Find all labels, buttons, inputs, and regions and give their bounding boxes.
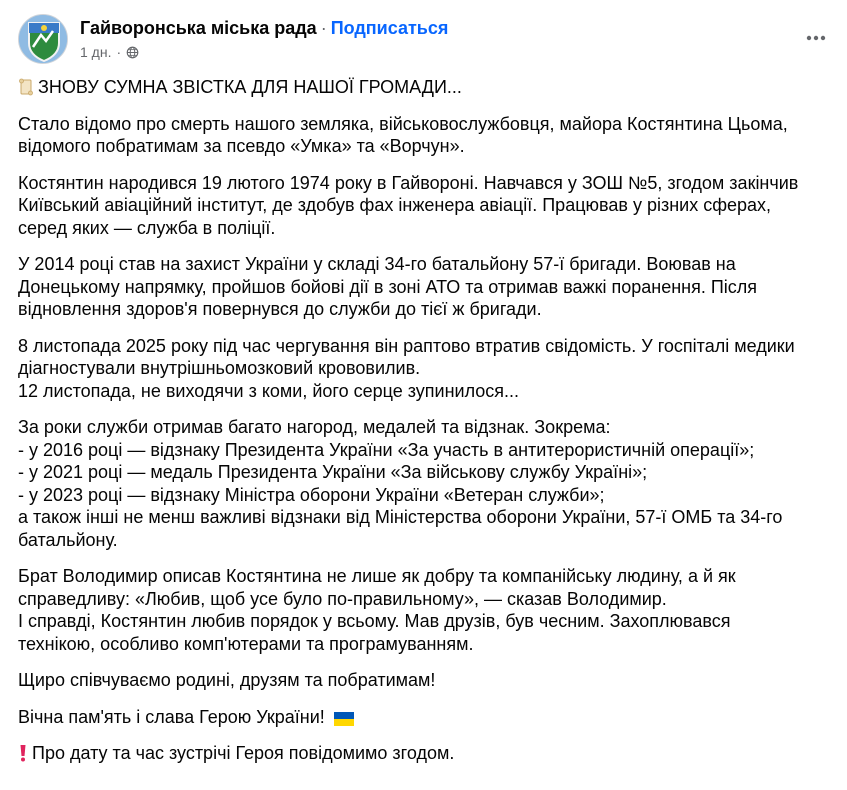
post-paragraph — [18, 669, 830, 692]
final-line — [18, 742, 830, 765]
paragraph-line: серед яких — служба в поліції. — [18, 217, 276, 238]
ukraine-flag-icon — [334, 712, 354, 726]
heading-text: ЗНОВУ СУМНА ЗВІСТКА ДЛЯ НАШОЇ ГРОМАДИ... — [38, 77, 462, 97]
paragraph-line: справедливу: «Любив, щоб усе було по-правильному», — сказав Володимир. — [18, 588, 667, 609]
globe-icon[interactable] — [126, 46, 139, 59]
post-paragraph — [18, 335, 830, 403]
paragraph-line: Щиро співчуваємо родині, друзям та побратимам! — [18, 670, 436, 690]
paragraph-line: Київський авіаційний інститут, де здобув фах інженера авіації. Працював у різних сферах, — [18, 195, 772, 215]
paragraph-line: Костянтин народився 19 лютого 1974 року в Гайвороні. Навчався у ЗОШ №5, згодом закінчив — [18, 172, 799, 193]
memory-text: Вічна пам'ять і слава Герою України! — [18, 706, 325, 727]
paragraph-line: 8 листопада 2025 року під час чергування він раптово втратив свідомість. У госпіталі медики — [18, 335, 795, 356]
post-timestamp[interactable]: 1 дн. — [80, 44, 112, 60]
paragraph-line: батальйону. — [18, 529, 118, 550]
page-avatar[interactable] — [18, 14, 68, 64]
author-separator: · — [320, 18, 327, 38]
post-header — [18, 14, 830, 64]
paragraph-line: Брат Володимир описав Костянтина не лише як добру та компанійську людину, а й як — [18, 566, 736, 586]
follow-button[interactable]: Подписаться — [330, 18, 449, 38]
post-paragraphs — [18, 113, 830, 692]
post-paragraph — [18, 113, 830, 158]
paragraph-line: - у 2023 році — відзнаку Міністра оборони України «Ветеран служби»; — [18, 484, 605, 505]
paragraph-line: відомого побратимам за псевдо «Умка» та «Ворчун». — [18, 136, 465, 156]
post-paragraph — [18, 565, 830, 655]
coat-of-arms-icon — [19, 15, 68, 64]
author-name[interactable]: Гайворонська міська рада — [80, 18, 317, 38]
paragraph-line: технікою, особливо комп'ютерами та програмуванням. — [18, 633, 474, 654]
paragraph-line: а також інші не менш важливі відзнаки від Міністерства оборони України, 57-ї ОМБ та 34-го — [18, 507, 783, 527]
post-paragraph — [18, 416, 830, 551]
meta-separator: · — [116, 44, 122, 60]
paragraph-line: Донецькому напрямку, пройшов бойові дії в зоні АТО та отримав важкі поранення. Після — [18, 276, 758, 297]
paragraph-line: відновлення здоров'я повернувся до служби до тієї ж бригади. — [18, 299, 542, 319]
paragraph-line: У 2014 році став на захист України у складі 34-го батальйону 57-ї бригади. Воював на — [18, 254, 736, 274]
exclamation-icon — [18, 744, 28, 762]
paragraph-line: 12 листопада, не виходячи з коми, його серце зупинилося... — [18, 380, 520, 401]
scroll-icon — [18, 78, 34, 96]
paragraph-line: Стало відомо про смерть нашого земляка, військовослужбовця, майора Костянтина Цьома, — [18, 113, 788, 134]
post-content — [18, 76, 830, 779]
post-paragraph — [18, 172, 830, 240]
post-meta — [80, 44, 139, 60]
post-heading — [18, 76, 830, 99]
author-line — [80, 18, 448, 39]
paragraph-line: - у 2021 році — медаль Президента України «За військову службу Україні»; — [18, 462, 648, 482]
memory-line — [18, 706, 830, 729]
paragraph-line: діагностували внутрішньомозковий крововилив. — [18, 358, 421, 378]
more-dots-icon — [806, 35, 826, 41]
paragraph-line: За роки служби отримав багато нагород, медалей та відзнак. Зокрема: — [18, 417, 611, 437]
more-options-button[interactable] — [802, 24, 830, 52]
final-text: Про дату та час зустрічі Героя повідомимо згодом. — [32, 743, 455, 763]
paragraph-line: І справді, Костянтин любив порядок у всьому. Мав друзів, був чесним. Захоплювався — [18, 611, 731, 631]
post-paragraph — [18, 253, 830, 321]
paragraph-line: - у 2016 році — відзнаку Президента України «За участь в антитерористичній операції»; — [18, 439, 755, 460]
